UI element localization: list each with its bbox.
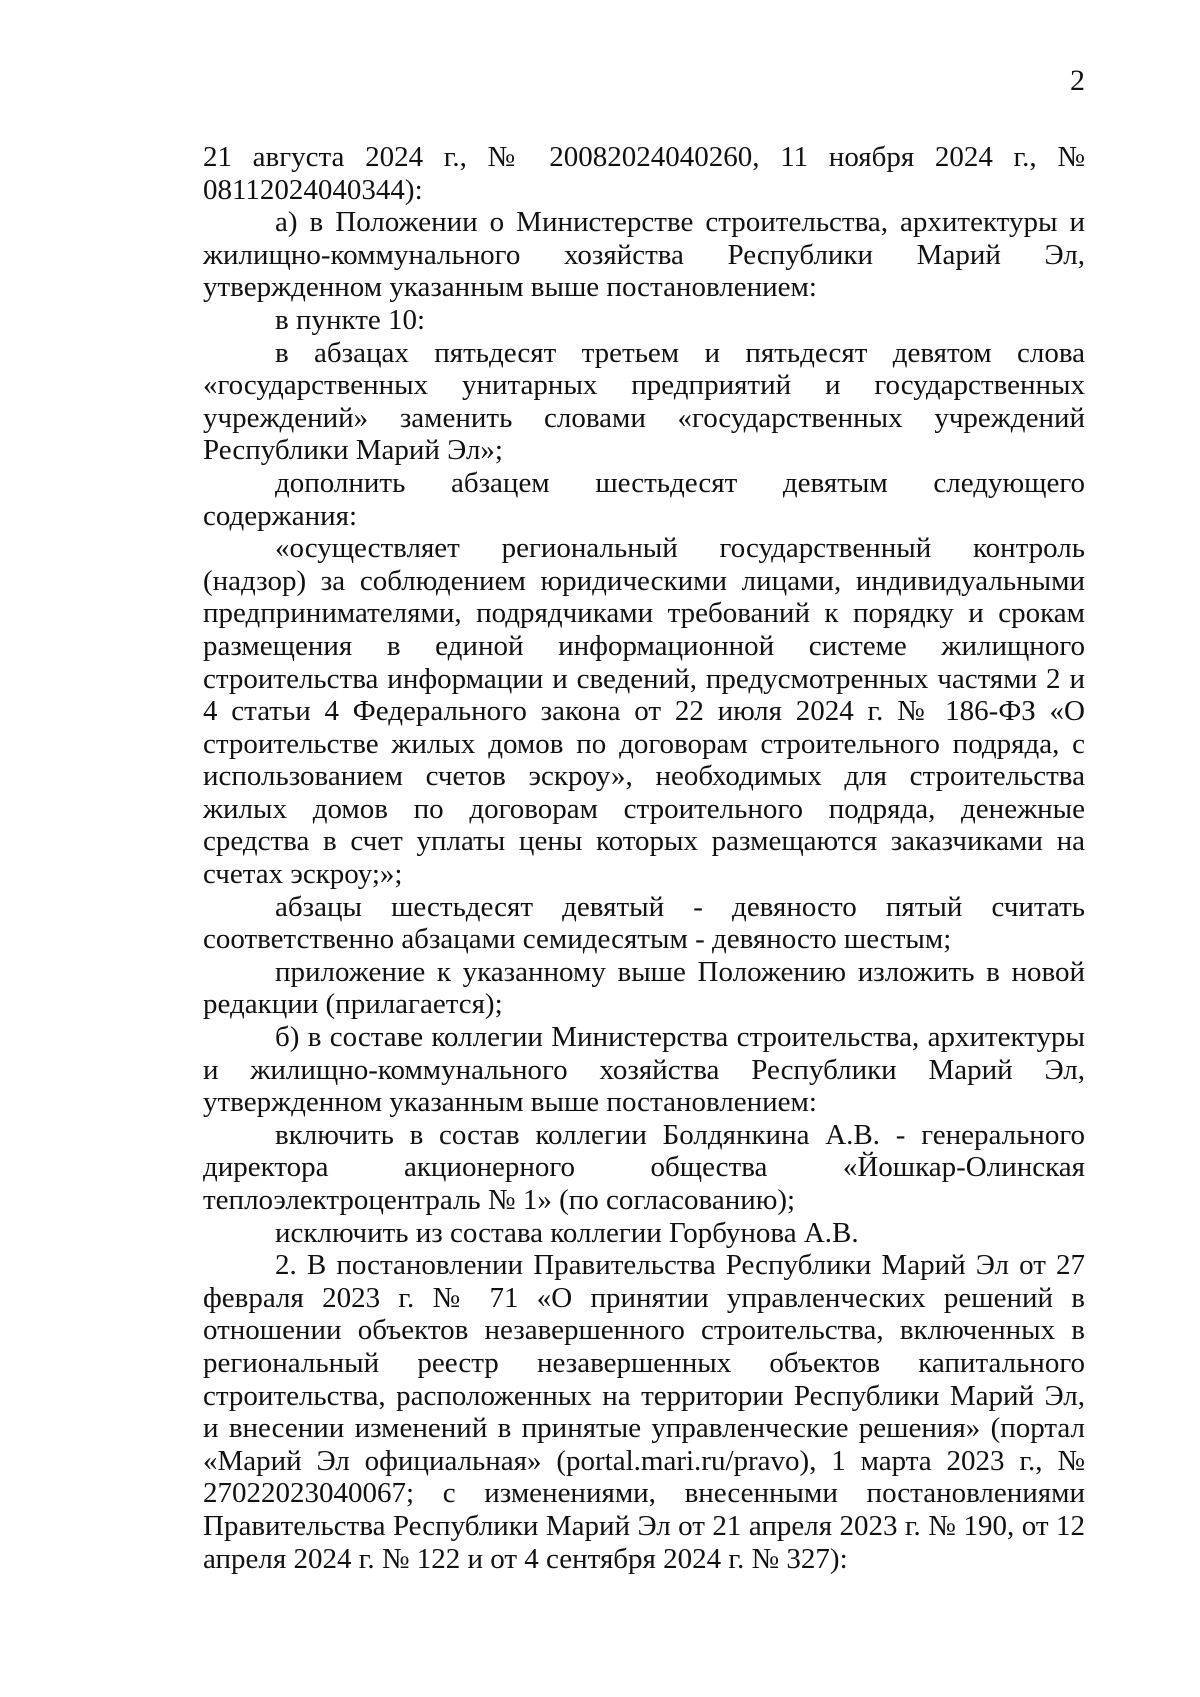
document-body [203, 141, 1085, 1575]
paragraph-item-a: а) в Положении о Министерстве строительства, архитектуры и жилищно-коммунального хозяйства Республики Марий Эл, утвержденном указанным выше постановлением: [203, 206, 1085, 304]
paragraph-replace-words: в абзацах пятьдесят третьем и пятьдесят девятом слова «государственных унитарных предприятий и государственных учреждений» заменить словами «государственных учреждений Республики Марий Эл»; [203, 336, 1085, 467]
paragraph-point-10: в пункте 10: [275, 303, 426, 336]
paragraph-include-member: включить в состав коллегии Болдянкина А.В. - генерального директора акционерного общества «Йошкар-Олинская теплоэлектроцентраль № 1» (по согласованию); [203, 1118, 1085, 1216]
paragraph-new-clause-text: «осуществляет региональный государственный контроль (надзор) за соблюдением юридическими лицами, индивидуальными предпринимателями, подрядчиками требований к порядку и срокам размещения в единой информационной системе жилищного строительства информации и сведений, предусмотренных частями 2 и 4 статьи 4 Федерального закона от 22 июля 2024 г. № 186-ФЗ «О строительстве жилых домов по договорам строительного подряда, с использованием счетов эскроу», необходимых для строительства жилых домов по договорам строительного подряда, денежные средства в счет уплаты цены которых размещаются заказчиками на счетах эскроу;»; [203, 532, 1085, 891]
paragraph-continuation: 21 августа 2024 г., № 20082024040260, 11 ноября 2024 г., № 08112024040344): [203, 141, 1085, 206]
paragraph-renumber: абзацы шестьдесят девятый - девяносто пятый считать соответственно абзацами семидесятым - девяносто шестым; [203, 890, 1085, 956]
paragraph-section-2: 2. В постановлении Правительства Республики Марий Эл от 27 февраля 2023 г. № 71 «О принятии управленческих решений в отношении объектов незавершенного строительства, включенных в региональный реестр незавершенных объектов капитального строительства, расположенных на территории Республики Марий Эл, и внесении изменений в принятые управленческие решения» (портал «Марий Эл официальная» (portal.mari.ru/pravo), 1 марта 2023 г., № 27022023040067; с изменениями, внесенными постановлениями Правительства Республики Марий Эл от 21 апреля 2023 г. № 190, от 12 апреля 2024 г. № 122 и от 4 сентября 2024 г. № 327): [203, 1249, 1085, 1575]
paragraph-appendix: приложение к указанному выше Положению изложить в новой редакции (прилагается); [203, 955, 1085, 1021]
paragraph-exclude-member: исключить из состава коллегии Горбунова А.В. [275, 1216, 859, 1249]
paragraph-item-b: б) в составе коллегии Министерства строительства, архитектуры и жилищно-коммунального хозяйства Республики Марий Эл, утвержденном указанным выше постановлением: [203, 1021, 1085, 1119]
page-number: 2 [1070, 64, 1085, 97]
paragraph-add-clause: дополнить абзацем шестьдесят девятым следующего содержания: [203, 466, 1085, 532]
